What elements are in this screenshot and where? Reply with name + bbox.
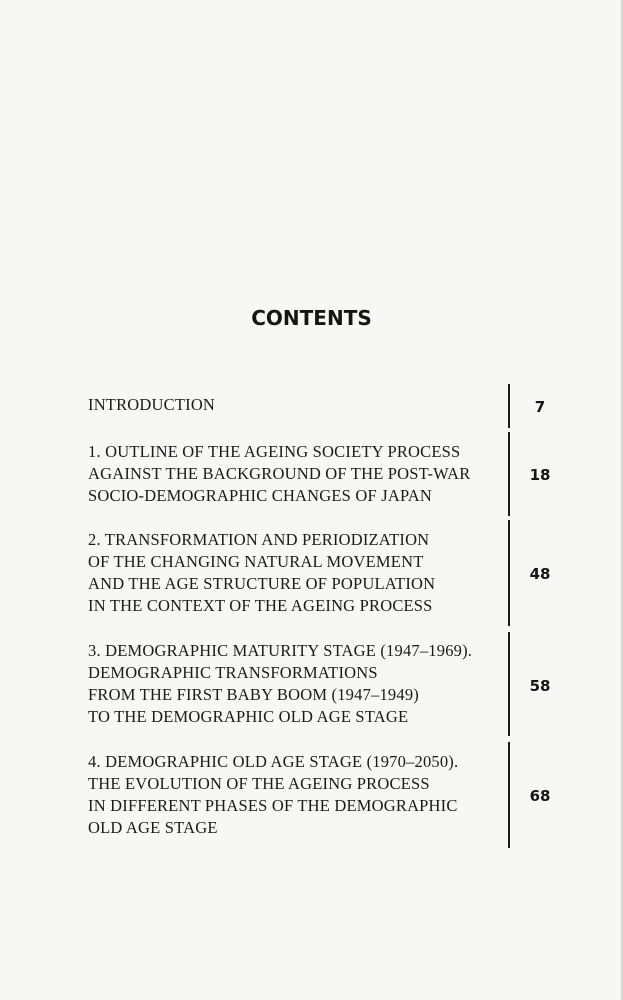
toc-page-number: 7 — [534, 398, 546, 416]
toc-divider — [508, 520, 510, 626]
toc-title-line: 1. OUTLINE OF THE AGEING SOCIETY PROCESS — [88, 442, 461, 461]
toc-entry-chapter-3[interactable] — [0, 632, 623, 736]
toc-page-number: 68 — [529, 787, 551, 805]
toc-divider — [508, 432, 510, 516]
contents-heading: CONTENTS — [251, 306, 372, 330]
toc-title-line: IN THE CONTEXT OF THE AGEING PROCESS — [88, 596, 433, 615]
toc-entry-introduction[interactable] — [0, 384, 623, 428]
toc-title-line: TO THE DEMOGRAPHIC OLD AGE STAGE — [88, 707, 409, 726]
toc-title-line: THE EVOLUTION OF THE AGEING PROCESS — [88, 774, 430, 793]
toc-entry-chapter-1[interactable] — [0, 432, 623, 516]
toc-page-number: 48 — [529, 565, 551, 583]
toc-title-line: IN DIFFERENT PHASES OF THE DEMOGRAPHIC — [88, 796, 458, 815]
toc-title-line: INTRODUCTION — [88, 395, 216, 414]
toc-title-line: 2. TRANSFORMATION AND PERIODIZATION — [88, 530, 430, 549]
toc-title-line: 4. DEMOGRAPHIC OLD AGE STAGE (1970–2050). — [88, 752, 459, 771]
toc-title-line: OF THE CHANGING NATURAL MOVEMENT — [88, 552, 424, 571]
toc-title-line: FROM THE FIRST BABY BOOM (1947–1949) — [88, 685, 419, 704]
toc-entry-title — [88, 441, 470, 507]
toc-divider — [508, 632, 510, 736]
toc-page-number: 58 — [529, 677, 551, 695]
toc-page-number: 18 — [529, 466, 551, 484]
toc-title-line: SOCIO-DEMOGRAPHIC CHANGES OF JAPAN — [88, 486, 433, 505]
toc-entry-title — [88, 394, 215, 416]
toc-entry-title — [88, 640, 472, 728]
toc-entry-title — [88, 751, 458, 839]
toc-divider — [508, 384, 510, 428]
toc-title-line: 3. DEMOGRAPHIC MATURITY STAGE (1947–1969). — [88, 641, 473, 660]
toc-entry-chapter-4[interactable] — [0, 742, 623, 848]
toc-title-line: AND THE AGE STRUCTURE OF POPULATION — [88, 574, 436, 593]
toc-divider — [508, 742, 510, 848]
toc-title-line: DEMOGRAPHIC TRANSFORMATIONS — [88, 663, 378, 682]
toc-title-line: AGAINST THE BACKGROUND OF THE POST-WAR — [88, 464, 471, 483]
toc-entry-chapter-2[interactable] — [0, 520, 623, 626]
toc-entry-title — [88, 529, 435, 617]
toc-title-line: OLD AGE STAGE — [88, 818, 218, 837]
